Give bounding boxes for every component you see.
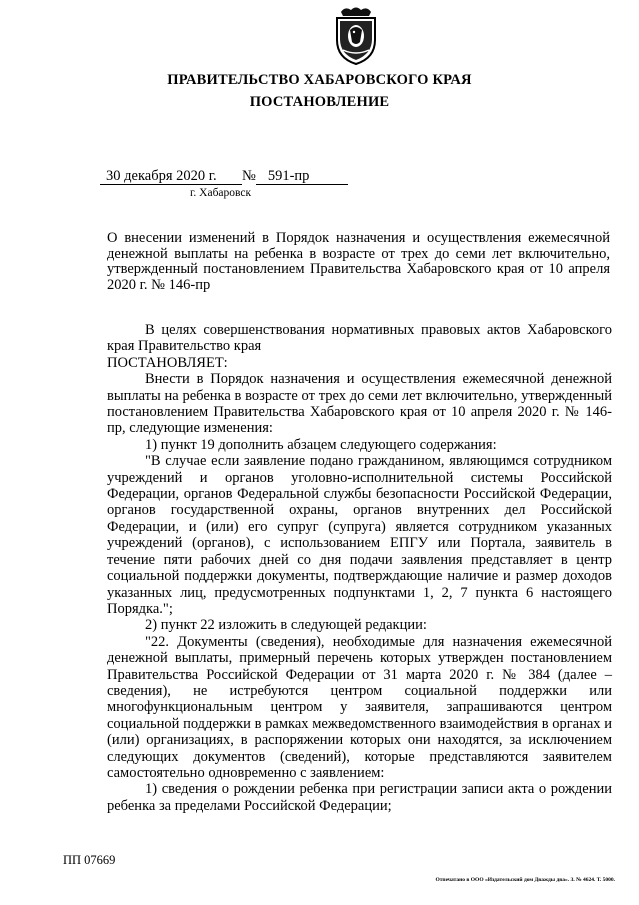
document-type-heading: ПОСТАНОВЛЕНИЕ xyxy=(249,94,390,110)
body-paragraph: 1) сведения о рождении ребенка при регистрации записи акта о рождении ребенка за пределами Российской Федерации; xyxy=(107,781,612,814)
body-paragraph: "В случае если заявление подано гражданином, являющимся сотрудником учреждений и органов уголовно-исполнительной системы Российской Федерации, органов Федеральной службы безопасности Российской Федерации, органов государственной охраны, органов внутренних дел Российской Федерации, и (или) его супруг (супруга) является сотрудником указанных учреждений (органов), с использованием ЕПГУ или Портала, заявитель в течение пяти рабочих дней со дня подачи заявления представляет в центр социальной поддержки документы, подтверждающие наличие и размер доходов указанных лиц, предусмотренных подпунктами 1, 2, 7 пункта 6 настоящего Порядка."; xyxy=(107,453,612,617)
document-code: ПП 07669 xyxy=(63,853,116,867)
coat-of-arms-emblem xyxy=(329,6,383,66)
number-sign: № xyxy=(242,168,256,184)
document-body xyxy=(107,322,612,814)
print-note: Отпечатано в ООО «Издательский дом Дважды два». З. № 4624. Т. 5000. xyxy=(435,877,615,883)
date-number-line xyxy=(100,168,348,185)
body-paragraph: 1) пункт 19 дополнить абзацем следующего содержания: xyxy=(145,436,497,453)
document-number: 591-пр xyxy=(256,168,348,185)
document-title: О внесении изменений в Порядок назначения и осуществления ежемесячной денежной выплаты на ребенка в возрасте от трех до семи лет включительно, утвержденный постановлением Правительства Хабаровского края от 10 апреля 2020 г. № 146-пр xyxy=(107,230,610,293)
body-paragraph: В целях совершенствования нормативных правовых актов Хабаровского края Правительство края xyxy=(107,322,612,355)
body-paragraph: Внести в Порядок назначения и осуществления ежемесячной денежной выплаты на ребенка в возрасте от трех до семи лет включительно, утвержденный постановлением Правительства Хабаровского края от 10 апреля 2020 г. № 146-пр, следующие изменения: xyxy=(107,371,612,437)
document-date: 30 декабря 2020 г. xyxy=(100,168,242,185)
organization-heading: ПРАВИТЕЛЬСТВО ХАБАРОВСКОГО КРАЯ xyxy=(167,72,472,88)
body-paragraph: "22. Документы (сведения), необходимые для назначения ежемесячной денежной выплаты, примерный перечень которых утвержден постановлением Правительства Российской Федерации от 31 марта 2020 г. № 384 (далее – сведения), не истребуются центром социальной поддержки или многофункциональным центром у заявителя, запрашиваются центром социальной поддержки в рамках межведомственного взаимодействия в органах и (или) организациях, в распоряжении которых они находятся, за исключением следующих документов (сведений), которые представляются заявителем самостоятельно одновременно с заявлением: xyxy=(107,633,612,781)
city-label: г. Хабаровск xyxy=(190,187,252,199)
body-paragraph: 2) пункт 22 изложить в следующей редакции: xyxy=(145,617,427,634)
resolution-word: ПОСТАНОВЛЯЕТ: xyxy=(107,354,228,371)
